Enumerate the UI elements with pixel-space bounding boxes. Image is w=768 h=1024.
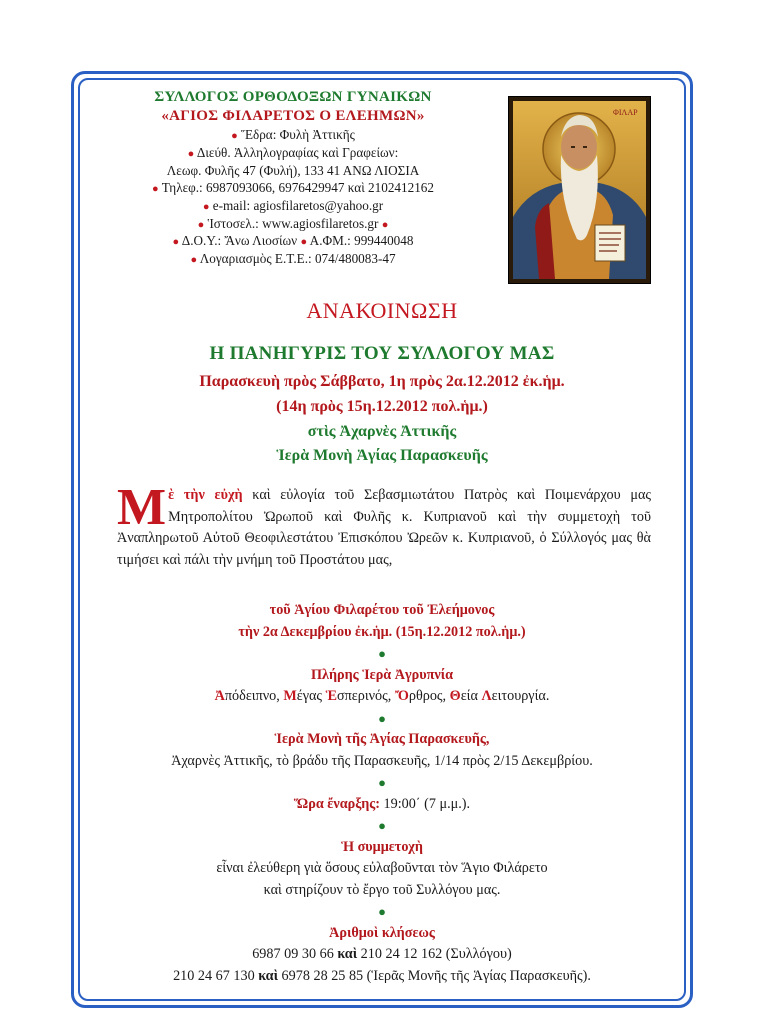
participation-line-1: εἶναι ἐλεύθερη γιὰ ὅσους εὐλαβοῦνται τὸν Ἅγιο Φιλάρετο [216,860,548,876]
bullet-icon: ● [378,775,386,790]
service-text: έγας [296,688,326,704]
mail-dir-line [80,145,506,163]
phone-c: 210 24 67 130 [173,967,259,984]
date-line-1: Παρασκευὴ πρὸς Σάββατο, 1η πρὸς 2α.12.2012 ἐκ.ἡμ. [199,373,565,390]
place-line-2: Ἱερὰ Μονὴ Ἁγίας Παρασκευῆς [276,447,488,464]
vigil-services [80,686,684,708]
phone-text: Τηλεφ.: 6987093066, 6976429947 καὶ 2102412162 [161,179,434,195]
and-word: καὶ [258,967,278,984]
phone-b: 210 24 12 162 (Συλλόγου) [357,946,512,962]
phone-a: 6987 09 30 66 [252,946,338,962]
bullet-icon: ● [172,236,180,249]
start-label: Ὥρα ἔναρξης: [293,795,380,812]
service-text: πόδειπνο, [224,688,284,704]
saint-icon-image [508,96,651,284]
tax-line [80,233,506,251]
bullet-icon: ● [378,710,386,726]
service-text: ειτουργία. [491,688,550,704]
bullet-icon: ● [300,236,308,249]
bullet-icon: ● [202,200,210,213]
saint-philaretos-icon [509,97,650,283]
start-time-line [80,794,684,816]
association-header [80,88,506,269]
service-text: σπερινός, [336,688,395,704]
website-line [80,216,506,234]
service-initial: Ἀ [214,688,225,704]
vigil-title: Πλήρης Ἱερὰ Ἀγρυπνία [310,666,454,683]
bullet-icon: ● [152,182,159,195]
website-text: Ἱστοσελ.: www.agiosfilaretos.gr [207,215,379,231]
start-value: 19:00΄ (7 μ.μ.). [380,795,471,812]
phones-line-2 [80,966,684,988]
tax-office-text: Δ.Ο.Υ.: Ἄνω Λιοσίων [181,233,298,249]
bullet-icon: ● [381,218,389,231]
participation-title: Ἡ συμμετοχὴ [341,838,423,855]
bullet-icon: ● [231,130,238,142]
account-text: Λογαριασμὸς Ε.Τ.Ε.: 074/480083-47 [199,251,396,267]
saint-name: τοῦ Ἁγίου Φιλαρέτου τοῦ Ἐλεήμονος [269,602,495,618]
afm-text: Α.ΦΜ.: 999440048 [309,233,414,249]
account-line [80,251,506,269]
date-line-2: (14η πρὸς 15η.12.2012 πολ.ἡμ.) [276,398,488,415]
saint-feast-block [80,600,684,987]
email-line [80,198,506,216]
bullet-icon: ● [378,818,386,833]
seat-line [80,127,506,145]
drop-cap: Μ [117,479,167,536]
service-text: εία [460,688,482,704]
and-word: καὶ [337,946,358,962]
phones-line-1 [80,944,684,966]
bullet-icon: ● [378,646,386,661]
saint-date: τὴν 2α Δεκεμβρίου ἐκ.ἡμ. (15η.12.2012 πολ.ἡμ.) [238,623,526,640]
org-name-line2: «ΑΓΙΟΣ ΦΙΛΑΡΕΤΟΣ Ο ΕΛΕΗΜΩΝ» [161,108,425,124]
service-text: ρθρος, [408,688,450,704]
service-initial: Μ [283,688,297,704]
feast-subtitle: Η ΠΑΝΗΓΥΡΙΣ ΤΟΥ ΣΥΛΛΟΓΟΥ ΜΑΣ [209,343,555,364]
service-initial: Ὄ [394,688,409,704]
bullet-icon: ● [190,254,198,267]
phone-d: 6978 28 25 85 (Ἱερᾶς Μονῆς τῆς Ἁγίας Παρασκευῆς). [278,967,591,984]
monastery-title: Ἱερὰ Μονὴ τῆς Ἁγίας Παρασκευῆς, [274,731,490,747]
icon-inscription: ΦΙΛΑΡ [613,108,638,117]
monastery-text: Ἀχαρνὲς Ἀττικῆς, τὸ βράδυ τῆς Παρασκευῆς, 1/14 πρὸς 2/15 Δεκεμβρίου. [171,752,593,769]
email-text: e-mail: agiosfilaretos@yahoo.gr [212,197,384,213]
bullet-icon: ● [187,147,195,160]
bullet-icon: ● [197,218,205,231]
seat-text: Ἕδρα: Φυλὴ Ἀττικῆς [241,127,355,142]
org-name-line1: ΣΥΛΛΟΓΟΣ ΟΡΘΟΔΟΞΩΝ ΓΥΝΑΙΚΩΝ [154,89,432,105]
bullet-icon: ● [378,904,386,919]
intro-paragraph [117,479,651,571]
place-line-1: στὶς Ἀχαρνὲς Ἀττικῆς [307,423,457,440]
service-initial: Λ [481,688,492,704]
phones-title: Ἀριθμοὶ κλήσεως [329,924,435,941]
address-line: Λεωφ. Φυλῆς 47 (Φυλή), 133 41 ΑΝΩ ΛΙΟΣΙΑ [166,162,420,178]
service-initial: Ἑ [325,688,337,704]
phone-line [80,180,506,198]
participation-line-2: καὶ στηρίζουν τὸ ἔργο τοῦ Συλλόγου μας. [263,881,501,898]
service-initial: Θ [449,688,461,704]
intro-lead: ὲ τὴν εὐχὴ [168,487,243,503]
intro-text: καὶ εὐλογία τοῦ Σεβασμιωτάτου Πατρὸς καὶ Ποιμενάρχου μας Μητροπολίτου Ὠρωποῦ καὶ Φυλῆς κ. Κυπριανοῦ καὶ τὴν συμμετοχὴ τοῦ Ἀναπληρωτοῦ Αὐτοῦ Θεοφιλεστάτου Ἐπισκόπου Ὠρεῶν κ. Κυπριανοῦ, ὁ Σύλλογός μας θὰ τιμήσει καὶ πάλι τὴν μνήμη τοῦ Προστάτου μας, [117,487,651,568]
announcement-title: ΑΝΑΚΟΙΝΩΣΗ [306,298,458,323]
announcement-page [80,80,684,999]
mail-dir-text: Διεύθ. Ἀλληλογραφίας καὶ Γραφείων: [196,144,399,160]
